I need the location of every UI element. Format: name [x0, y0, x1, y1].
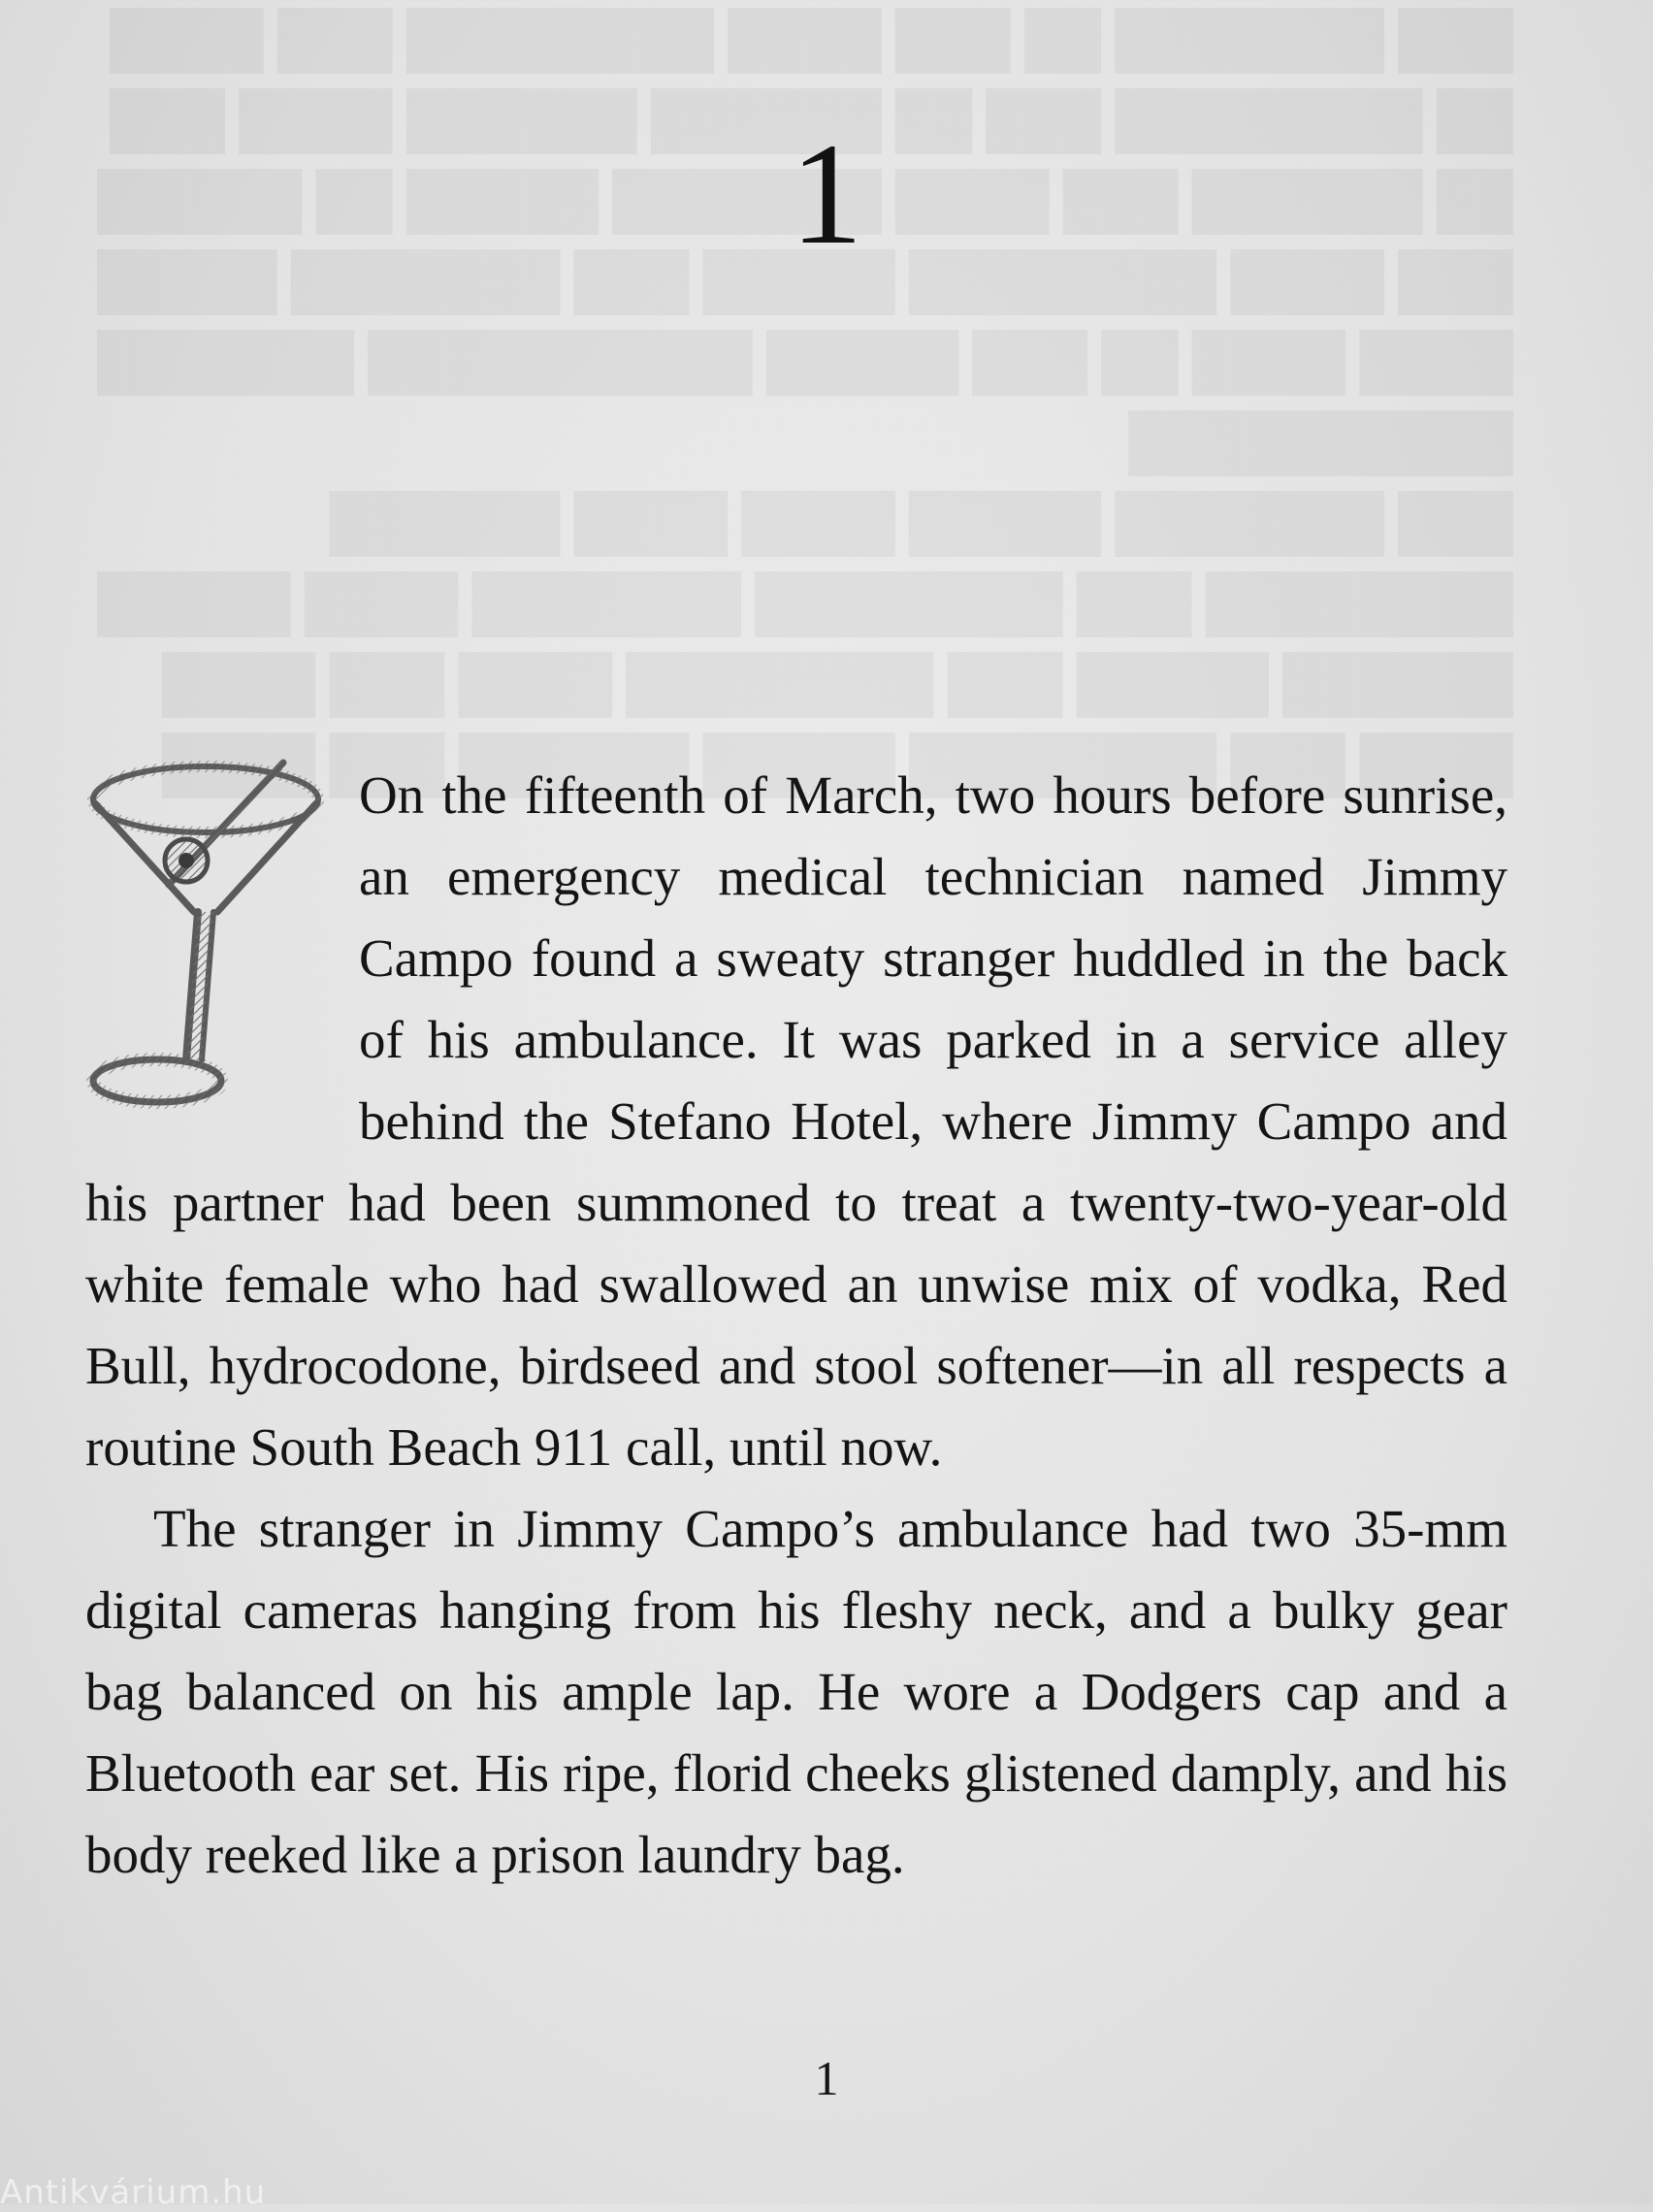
chapter-body [85, 755, 1507, 1896]
watermark: Antikvárium.hu [0, 2173, 267, 2212]
paragraph-2: The stranger in Jimmy Campo’s ambulance had two 35-mm digital cameras hanging from his fleshy neck, and a bulky gear bag balanced on his ample lap. He wore a Dodgers cap and a Bluetooth ear set. His ripe, florid cheeks glistened damply, and his body reeked like a prison laundry bag. [85, 1499, 1507, 1884]
page-number: 1 [814, 2051, 839, 2105]
chapter-number: 1 [790, 114, 863, 275]
drop-ornament-spacer [85, 755, 359, 1162]
paragraph-1: On the fifteenth of March, two hours before sunrise, an emergency medical technician named Jimmy Campo found a sweaty stranger huddled in the back of his ambulance. It was parked in a service alley behind the Stefano Hotel, where Jimmy Campo and his partner had been summoned to treat a twenty-two-year-old white female who had swallowed an unwise mix of vodka, Red Bull, hydrocodone, birdseed and stool softener—in all respects a routine South Beach 911 call, until now. [85, 765, 1507, 1477]
